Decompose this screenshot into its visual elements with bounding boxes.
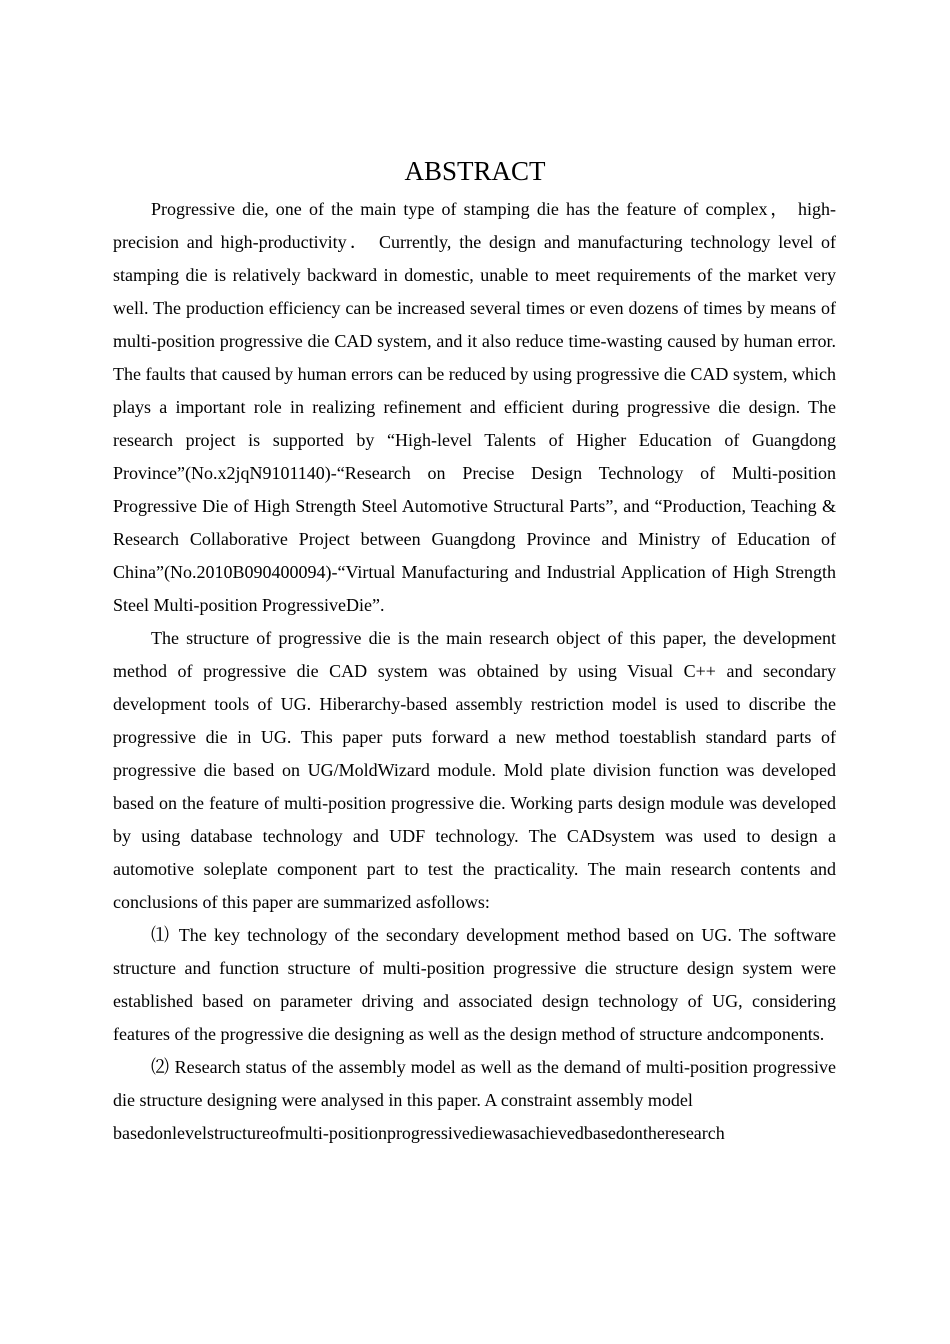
abstract-body bbox=[113, 193, 836, 1150]
paragraph-1: Progressive die, one of the main type of stamping die has the feature of complex， high-precision and high-productivity． Currently, the design and manufacturing technology level of stamping die is relatively backward in domestic, unable to meet requirements of the market very well. The production efficiency can be increased several times or even dozens of times by means of multi-position progressive die CAD system, and it also reduce time-wasting caused by human error. The faults that caused by human errors can be reduced by using progressive die CAD system, which plays a important role in realizing refinement and efficient during progressive die design. The research project is supported by “High-level Talents of Higher Education of Guangdong Province”(No.x2jqN9101140)-“Research on Precise Design Technology of Multi-position Progressive Die of High Strength Steel Automotive Structural Parts”, and “Production, Teaching & Research Collaborative Project between Guangdong Province and Ministry of Education of China”(No.2010B090400094)-“Virtual Manufacturing and Industrial Application of High Strength Steel Multi-position ProgressiveDie”. bbox=[113, 199, 836, 615]
abstract-title: ABSTRACT bbox=[404, 156, 546, 186]
paragraph-2: The structure of progressive die is the main research object of this paper, the development method of progressive die CAD system was obtained by using Visual C++ and secondary development tools of UG. Hiberarchy-based assembly restriction model is used to discribe the progressive die in UG. This paper puts forward a new method toestablish standard parts of progressive die based on UG/MoldWizard module. Mold plate division function was developed based on the feature of multi-position progressive die. Working parts design module was developed by using database technology and UDF technology. The CADsystem was used to design a automotive soleplate component part to test the practicality. The main research contents and conclusions of this paper are summarized asfollows: bbox=[113, 628, 836, 912]
paragraph-3: ⑴ The key technology of the secondary development method based on UG. The software structure and function structure of multi-position progressive die structure design system were established based on parameter driving and associated design technology of UG, considering features of the progressive die designing as well as the design method of structure andcomponents. bbox=[113, 925, 836, 1044]
paragraph-4-trailing-line: basedonlevelstructureofmulti-positionprogressivediewasachievedbasedontheresearch bbox=[113, 1123, 725, 1143]
paragraph-4: ⑵ Research status of the assembly model as well as the demand of multi-position progressive die structure designing were analysed in this paper. A constraint assembly model bbox=[113, 1057, 836, 1110]
